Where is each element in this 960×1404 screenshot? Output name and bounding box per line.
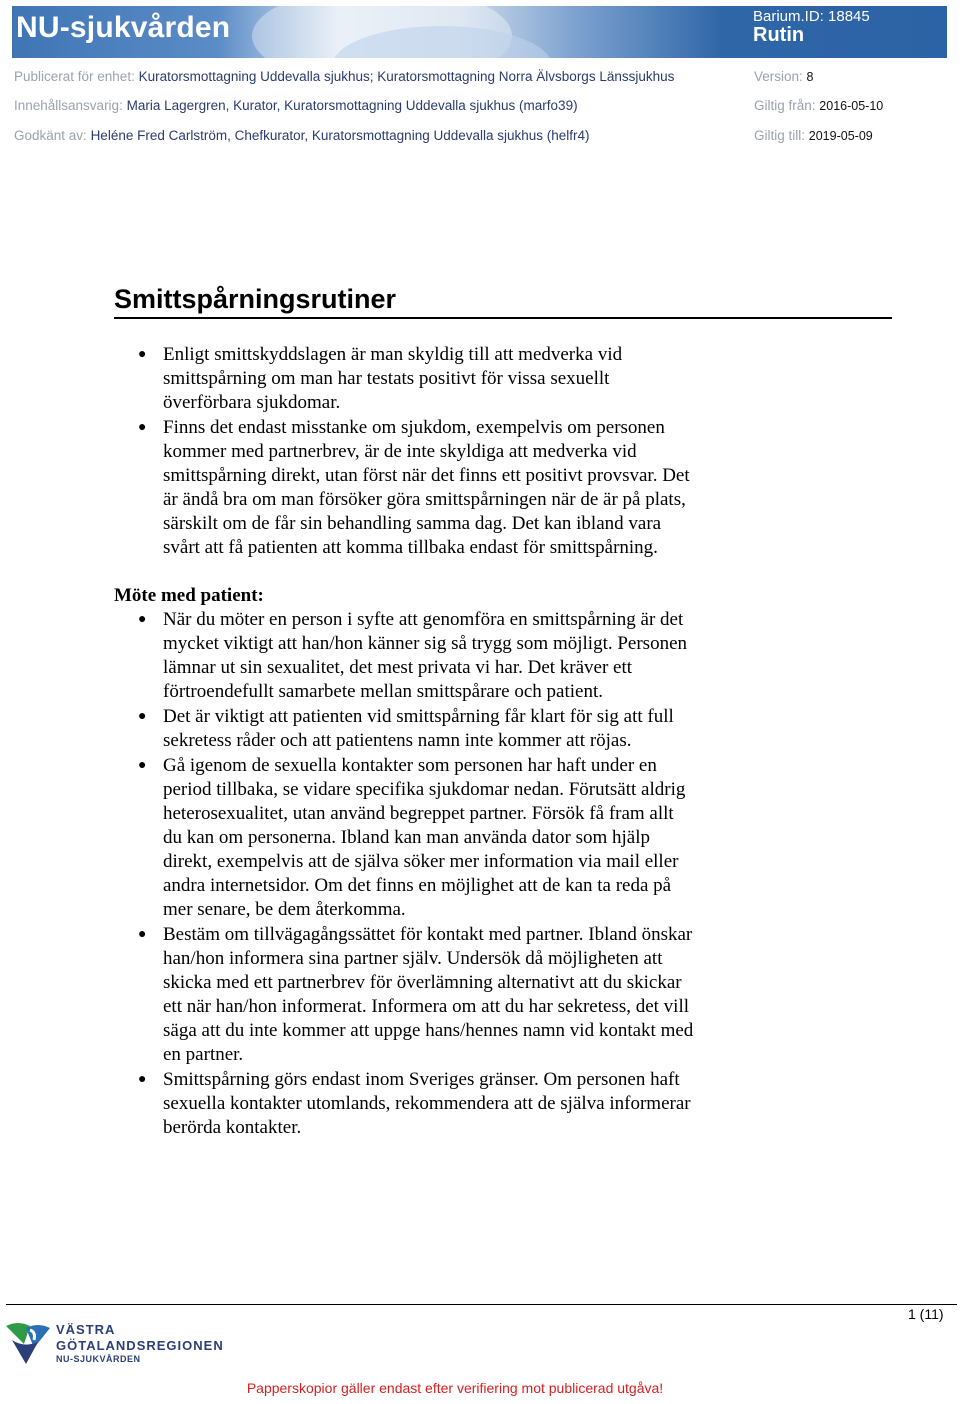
bullet-icon: ● <box>138 1072 147 1087</box>
meta-published-label: Publicerat för enhet: <box>14 69 135 84</box>
brand-name: NU-sjukvården <box>16 11 231 44</box>
logo-line2: GÖTALANDSREGIONEN <box>56 1338 224 1353</box>
meta-responsible <box>14 98 578 113</box>
meta-valid-from-label: Giltig från: <box>754 98 816 113</box>
bullet-icon: ● <box>138 709 147 724</box>
logo-line1: VÄSTRA <box>56 1322 116 1337</box>
list-item-text: Finns det endast misstanke om sjukdom, exempelvis om personen kommer med partnerbrev, är de inte skyldiga att medverka vid smittspårning direkt, utan först när det finns ett positivt provsvar. Det är ändå bra om man försöker göra smittspårningen när de är på plats, särskilt om de får sin behandling samma dag. Det kan ibland vara svårt att få patienten att komma tillbaka endast för smittspårning. <box>163 417 690 558</box>
print-disclaimer: Papperskopior gäller endast efter verifiering mot publicerad utgåva! <box>246 1380 664 1396</box>
list-item-text: När du möter en person i syfte att genomföra en smittspårning är det mycket viktigt att han/hon känner sig så trygg som möjligt. Personen lämnar ut sin sexualitet, det mest privata vi har. Det kräver ett förtroendefullt samarbete mellan smittspårare och patient. <box>163 609 688 702</box>
logo-line3: NU-SJUKVÅRDEN <box>56 1354 141 1364</box>
meta-valid-from-value: 2016-05-10 <box>819 99 884 113</box>
document-body <box>114 343 694 1141</box>
list-item-text: Smittspårning görs endast inom Sveriges gränser. Om personen haft sexuella kontakter utomlands, rekommendera att de själva informerar berörda kontakter. <box>163 1069 691 1138</box>
bullet-icon: ● <box>138 612 147 627</box>
meta-approved-value: Heléne Fred Carlström, Chefkurator, Kuratorsmottagning Uddevalla sjukhus (helfr4) <box>90 128 590 143</box>
bullet-icon: ● <box>138 347 147 362</box>
list-item <box>114 754 694 922</box>
meta-published-value: Kuratorsmottagning Uddevalla sjukhus; Kuratorsmottagning Norra Älvsborgs Länssjukhus <box>138 69 675 84</box>
list-item <box>114 705 694 753</box>
meta-published <box>14 69 674 84</box>
intro-bullet-list <box>114 343 694 560</box>
list-item-text: Det är viktigt att patienten vid smittspårning får klart för sig att full sekretess råder och att patientens namn inte kommer att röjas. <box>163 706 674 751</box>
bullet-icon: ● <box>138 420 147 435</box>
meta-approved-label: Godkänt av: <box>14 128 87 143</box>
list-item-text: Enligt smittskyddslagen är man skyldig till att medverka vid smittspårning om man har testats positivt för vissa sexuellt överförbara sjukdomar. <box>163 344 623 413</box>
document-title: Smittspårningsrutiner <box>114 284 892 319</box>
meta-valid-to <box>754 128 873 143</box>
list-item <box>114 923 694 1067</box>
meta-valid-to-label: Giltig till: <box>754 128 806 143</box>
list-item <box>114 608 694 704</box>
meta-valid-to-value: 2019-05-09 <box>808 129 873 143</box>
section-bullet-list <box>114 608 694 1140</box>
meta-responsible-label: Innehållsansvarig: <box>14 98 123 113</box>
list-item <box>114 1068 694 1140</box>
meta-responsible-value: Maria Lagergren, Kurator, Kuratorsmottagning Uddevalla sjukhus (marfo39) <box>126 98 578 113</box>
meta-valid-from <box>754 98 883 113</box>
meta-version-label: Version: <box>754 69 803 84</box>
list-item <box>114 416 694 560</box>
header-banner <box>12 6 947 58</box>
page-number: 1 (11) <box>908 1306 944 1322</box>
meta-approved <box>14 128 590 143</box>
bullet-icon: ● <box>138 758 147 773</box>
section-heading: Möte med patient: <box>114 585 264 606</box>
meta-version-value: 8 <box>806 70 814 84</box>
list-item <box>114 343 694 415</box>
barium-id: Barium.ID: 18845 <box>753 8 870 25</box>
list-item-text: Gå igenom de sexuella kontakter som personen har haft under en period tillbaka, se vidare specifika sjukdomar nedan. Förutsätt aldrig heterosexualitet, utan använd begreppet partner. Försök få fram allt du kan om personerna. Ibland kan man använda dator som hjälp direkt, exempelvis att de själva söker mer information via mail eller andra internetsidor. Om det finns en möjlighet att de kan ta reda på mer senare, be dem återkomma. <box>163 755 686 920</box>
bullet-icon: ● <box>138 927 147 942</box>
document-type: Rutin <box>753 24 805 46</box>
footer-divider <box>6 1304 957 1305</box>
list-item-text: Bestäm om tillvägagångssättet för kontakt med partner. Ibland önskar han/hon informera sina partner själv. Undersök då möjligheten att skicka med ett partnerbrev för överlämning alternativt att du skickar ett när han/hon informerat. Informera om att du har sekretess, det vill säga att du inte kommer att uppge hans/hennes namn vid kontakt med en partner. <box>163 924 694 1065</box>
region-emblem-icon <box>4 1318 54 1368</box>
meta-version <box>754 69 814 84</box>
region-logo <box>4 1318 234 1368</box>
